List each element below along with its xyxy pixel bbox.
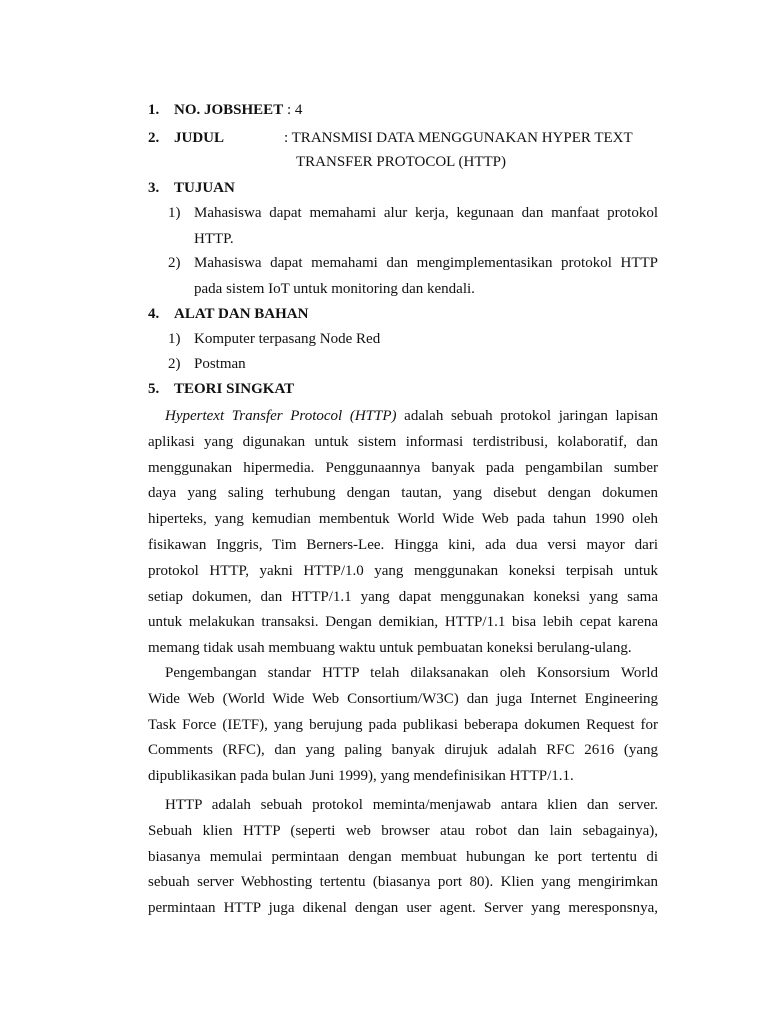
- paragraph-line: Wide Web (World Wide Web Consortium/W3C) dan juga Internet Engineering: [148, 690, 658, 707]
- alat-title: ALAT DAN BAHAN: [174, 306, 309, 322]
- paragraph-line: Hypertext Transfer Protocol (HTTP) adalah sebuah protokol jaringan lapisan: [165, 408, 658, 424]
- paragraph-line: protokol HTTP, yakni HTTP/1.0 yang menggunakan koneksi terpisah untuk: [148, 562, 658, 579]
- alat-item-text: Postman: [194, 356, 246, 372]
- paragraph-line: setiap dokumen, dan HTTP/1.1 yang dapat menggunakan koneksi yang sama: [148, 588, 658, 605]
- alat-item-1: [168, 329, 380, 349]
- teori-title: TEORI SINGKAT: [174, 381, 295, 397]
- paragraph-line: Sebuah klien HTTP (seperti web browser atau robot dan lain sebagainya),: [148, 822, 658, 839]
- paragraph-line: fisikawan Inggris, Tim Berners-Lee. Hingga kini, ada dua versi mayor dari: [148, 536, 658, 553]
- paragraph-line: sebuah server Webhosting tertentu (biasanya port 80). Klien yang mengirimkan: [148, 874, 658, 891]
- teori-paragraph-1: [148, 404, 658, 662]
- tujuan-item-2-line2: pada sistem IoT untuk monitoring dan kendali.: [194, 281, 475, 297]
- teori-heading: [148, 379, 294, 399]
- paragraph-line: untuk melakukan transaksi. Dengan demikian, HTTP/1.1 bisa lebih cepat karena: [148, 614, 658, 631]
- list-number: 2): [168, 255, 181, 271]
- judul-value-line1: : TRANSMISI DATA MENGGUNAKAN HYPER TEXT: [284, 130, 633, 146]
- jobsheet-value: : 4: [283, 102, 303, 118]
- item-number: 3.: [148, 180, 160, 196]
- alat-item-text: Komputer terpasang Node Red: [194, 331, 381, 347]
- http-term: Hypertext Transfer Protocol (HTTP): [165, 408, 397, 424]
- paragraph-line: hiperteks, yang kemudian membentuk World Wide Web pada tahun 1990 oleh: [148, 511, 658, 528]
- item-number: 1.: [148, 102, 160, 118]
- paragraph-line: menggunakan hipermedia. Penggunaannya banyak pada pengambilan sumber: [148, 459, 658, 476]
- paragraph-line: Comments (RFC), dan yang paling banyak dirujuk adalah RFC 2616 (yang: [148, 742, 658, 759]
- tujuan-item-2-line1: Mahasiswa dapat memahami dan mengimplementasikan protokol HTTP: [194, 255, 658, 271]
- item-number: 4.: [148, 306, 160, 322]
- tujuan-item-1-line2: HTTP.: [194, 231, 234, 247]
- tujuan-item-1: [168, 203, 194, 223]
- tujuan-title: TUJUAN: [174, 180, 235, 196]
- alat-heading: [148, 304, 308, 324]
- judul-row: [148, 128, 174, 148]
- judul-label: JUDUL: [174, 130, 225, 146]
- paragraph-line: Task Force (IETF), yang berujung pada publikasi beberapa dokumen Request for: [148, 716, 658, 733]
- teori-paragraph-3: [148, 793, 658, 922]
- jobsheet-label: NO. JOBSHEET: [174, 102, 284, 118]
- list-number: 1): [168, 331, 181, 347]
- paragraph-line: HTTP adalah sebuah protokol meminta/menjawab antara klien dan server.: [165, 797, 658, 813]
- paragraph-line: daya yang saling terhubung dengan tautan, yang disebut dengan dokumen: [148, 485, 658, 502]
- judul-value-line2: TRANSFER PROTOCOL (HTTP): [296, 154, 507, 170]
- alat-item-2: [168, 354, 246, 374]
- jobsheet-number-row: [148, 100, 302, 120]
- paragraph-line: memang tidak usah membuang waktu untuk pembuatan koneksi berulang-ulang.: [148, 640, 632, 657]
- paragraph-line: biasanya memulai permintaan dengan membuat hubungan ke port tertentu di: [148, 848, 658, 865]
- paragraph-line: Pengembangan standar HTTP telah dilaksanakan oleh Konsorsium World: [165, 665, 658, 681]
- list-number: 1): [168, 205, 181, 221]
- paragraph-line: aplikasi yang digunakan untuk sistem informasi terdistribusi, kolaboratif, dan: [148, 433, 658, 450]
- paragraph-line: dipublikasikan pada bulan Juni 1999), yang mendefinisikan HTTP/1.1.: [148, 768, 574, 785]
- tujuan-item-1-line1: Mahasiswa dapat memahami alur kerja, kegunaan dan manfaat protokol: [194, 205, 658, 221]
- list-number: 2): [168, 356, 181, 372]
- item-number: 5.: [148, 381, 160, 397]
- teori-paragraph-2: [148, 661, 658, 790]
- paragraph-line: permintaan HTTP juga dikenal dengan user agent. Server yang meresponsnya,: [148, 900, 658, 917]
- item-number: 2.: [148, 130, 160, 146]
- tujuan-heading: [148, 178, 235, 198]
- tujuan-item-2: [168, 253, 194, 273]
